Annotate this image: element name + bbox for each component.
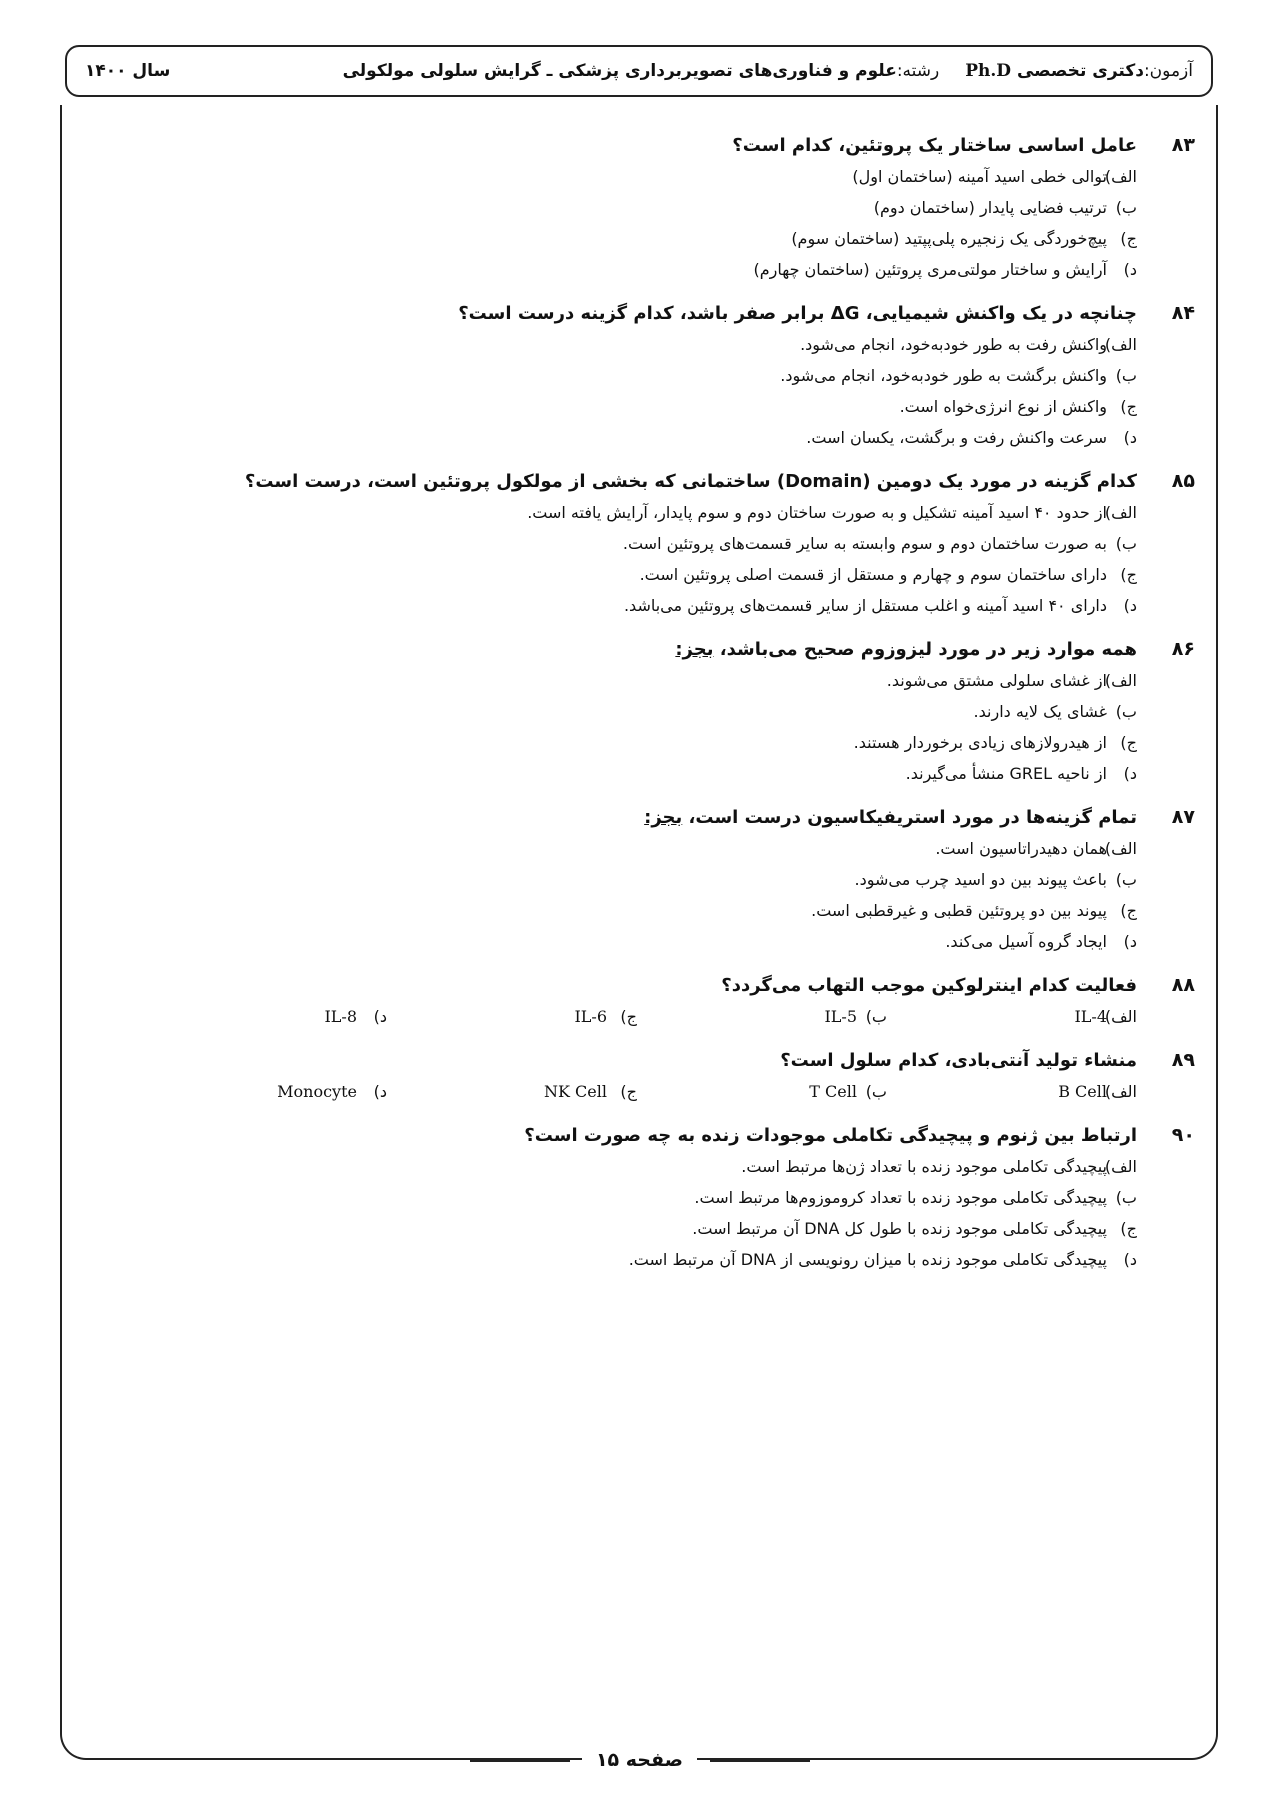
option-letter: ب) xyxy=(865,1007,887,1026)
answer-option xyxy=(80,391,1137,422)
option-letter: ب) xyxy=(1115,534,1137,553)
question xyxy=(80,130,1195,285)
option-letter: د) xyxy=(1123,764,1137,783)
option-list xyxy=(80,833,1195,957)
answer-option xyxy=(80,559,1137,590)
option-letter: ب) xyxy=(1115,870,1137,889)
question-text: کدام گزینه در مورد یک دومین (Domain) ساختمانی که بخشی از مولکول پروتئین است، درست است؟ xyxy=(244,471,1137,492)
answer-option xyxy=(387,1001,637,1032)
option-text: پیچ‌خوردگی یک زنجیره پلی‌پپتید (ساختمان سوم) xyxy=(791,229,1107,248)
option-letter: د) xyxy=(1123,1250,1137,1269)
question-stem xyxy=(80,1045,1195,1076)
answer-option xyxy=(137,1076,387,1107)
question-number: ۸۸ xyxy=(1171,974,1195,996)
option-letter: ج) xyxy=(1120,565,1137,584)
question-number: ۸۹ xyxy=(1171,1049,1195,1071)
option-letter: الف) xyxy=(1104,503,1137,522)
answer-option xyxy=(80,665,1137,696)
option-letter: الف) xyxy=(1104,1082,1137,1101)
answer-option xyxy=(80,528,1137,559)
question-stem xyxy=(80,130,1195,161)
answer-option xyxy=(80,758,1137,789)
option-text: از ناحیه GREL منشأ می‌گیرند. xyxy=(905,764,1107,783)
option-text: پیچیدگی تکاملی موجود زنده با طول کل DNA آن مرتبط است. xyxy=(692,1219,1107,1238)
answer-option xyxy=(80,497,1137,528)
option-list xyxy=(80,497,1195,621)
page-footer xyxy=(0,1745,1279,1775)
option-text: واکنش از نوع انرژی‌خواه است. xyxy=(899,397,1107,416)
option-letter: الف) xyxy=(1104,1007,1137,1026)
question-exception: بجز: xyxy=(644,807,683,828)
question-text: همه موارد زیر در مورد لیزوزوم صحیح می‌باشد، xyxy=(719,639,1137,660)
answer-option xyxy=(137,1001,387,1032)
option-text: دارای ساختمان سوم و چهارم و مستقل از قسمت اصلی پروتئین است. xyxy=(639,565,1107,584)
exam-header xyxy=(65,45,1213,97)
answer-option xyxy=(80,360,1137,391)
question-number: ۸۷ xyxy=(1171,806,1195,828)
field-label: رشته: xyxy=(896,61,940,81)
question xyxy=(80,1120,1195,1275)
option-letter: د) xyxy=(373,1082,387,1101)
option-text: T Cell xyxy=(809,1082,857,1101)
answer-option xyxy=(80,926,1137,957)
question-text: فعالیت کدام اینترلوکین موجب التهاب می‌گردد؟ xyxy=(721,975,1137,996)
exam-value-en: Ph.D xyxy=(965,61,1012,81)
question-number: ۸۶ xyxy=(1171,638,1195,660)
option-text: دارای ۴۰ اسید آمینه و اغلب مستقل از سایر قسمت‌های پروتئین می‌باشد. xyxy=(623,596,1107,615)
option-letter: ب) xyxy=(1115,198,1137,217)
option-letter: ج) xyxy=(1120,1219,1137,1238)
option-text: سرعت واکنش رفت و برگشت، یکسان است. xyxy=(806,428,1107,447)
answer-option xyxy=(80,1151,1137,1182)
question-text-wrap xyxy=(80,299,1137,329)
answer-option xyxy=(637,1001,887,1032)
answer-option xyxy=(80,161,1137,192)
option-text: به صورت ساختمان دوم و سوم وابسته به سایر قسمت‌های پروتئین است. xyxy=(622,534,1107,553)
question-number: ۸۳ xyxy=(1171,134,1195,156)
option-list xyxy=(80,665,1195,789)
answer-option xyxy=(80,1182,1137,1213)
option-list xyxy=(80,329,1195,453)
answer-option xyxy=(887,1001,1137,1032)
option-letter: الف) xyxy=(1104,1157,1137,1176)
question-list xyxy=(80,130,1195,1288)
option-letter: ب) xyxy=(1115,366,1137,385)
question-exception: بجز: xyxy=(675,639,714,660)
exam-value xyxy=(965,61,1144,81)
question-text: تمام گزینه‌ها در مورد استریفیکاسیون درست است، xyxy=(688,807,1137,828)
question xyxy=(80,970,1195,1032)
option-text: NK Cell xyxy=(544,1082,607,1101)
question-stem xyxy=(80,1120,1195,1151)
footer-line-left xyxy=(470,1760,570,1762)
inline-option-list xyxy=(80,1076,1195,1107)
answer-option xyxy=(80,223,1137,254)
option-text: IL-5 xyxy=(824,1007,857,1026)
answer-option xyxy=(80,833,1137,864)
question xyxy=(80,1045,1195,1107)
answer-option xyxy=(80,254,1137,285)
question-text: چنانچه در یک واکنش شیمیایی، ΔG برابر صفر باشد، کدام گزینه درست است؟ xyxy=(458,303,1137,324)
option-list xyxy=(80,1151,1195,1275)
exam-label: آزمون: xyxy=(1143,61,1193,81)
answer-option xyxy=(80,696,1137,727)
answer-option xyxy=(80,590,1137,621)
option-letter: ج) xyxy=(620,1082,637,1101)
option-letter: ج) xyxy=(620,1007,637,1026)
question-text-wrap xyxy=(80,1046,1137,1076)
option-letter: الف) xyxy=(1104,839,1137,858)
page-number: صفحه ۱۵ xyxy=(582,1749,697,1771)
question-text: منشاء تولید آنتی‌بادی، کدام سلول است؟ xyxy=(780,1050,1137,1071)
answer-option xyxy=(80,864,1137,895)
option-text: همان دهیدراتاسیون است. xyxy=(935,839,1107,858)
answer-option xyxy=(80,1213,1137,1244)
option-text: ترتیب فضایی پایدار (ساختمان دوم) xyxy=(873,198,1107,217)
exam-year: سال ۱۴۰۰ xyxy=(85,61,171,81)
answer-option xyxy=(80,329,1137,360)
option-letter: الف) xyxy=(1104,167,1137,186)
option-letter: ج) xyxy=(1120,733,1137,752)
question-stem xyxy=(80,298,1195,329)
answer-option xyxy=(80,422,1137,453)
question-number: ۸۴ xyxy=(1171,302,1195,324)
question xyxy=(80,634,1195,789)
option-text: باعث پیوند بین دو اسید چرب می‌شود. xyxy=(854,870,1107,889)
answer-option xyxy=(80,192,1137,223)
option-letter: ج) xyxy=(1120,901,1137,920)
option-text: پیوند بین دو پروتئین قطبی و غیرقطبی است. xyxy=(811,901,1107,920)
option-text: Monocyte xyxy=(277,1082,357,1101)
answer-option xyxy=(80,727,1137,758)
answer-option xyxy=(80,895,1137,926)
option-text: پیچیدگی تکاملی موجود زنده با میزان رونویسی از DNA آن مرتبط است. xyxy=(628,1250,1107,1269)
question-stem xyxy=(80,634,1195,665)
option-letter: د) xyxy=(1123,932,1137,951)
option-text: از هیدرولازهای زیادی برخوردار هستند. xyxy=(853,733,1107,752)
option-text: پیچیدگی تکاملی موجود زنده با تعداد کروموزوم‌ها مرتبط است. xyxy=(694,1188,1107,1207)
question-text-wrap xyxy=(80,131,1137,161)
option-list xyxy=(80,161,1195,285)
question-stem xyxy=(80,466,1195,497)
option-text: از حدود ۴۰ اسید آمینه تشکیل و به صورت ساختان دوم و سوم پایدار، آرایش یافته است. xyxy=(527,503,1107,522)
question-text-wrap xyxy=(80,635,1137,665)
option-text: ایجاد گروه آسیل می‌کند. xyxy=(945,932,1107,951)
option-letter: ب) xyxy=(865,1082,887,1101)
question-stem xyxy=(80,970,1195,1001)
option-letter: الف) xyxy=(1104,335,1137,354)
question-text-wrap xyxy=(80,803,1137,833)
option-text: پیچیدگی تکاملی موجود زنده با تعداد ژن‌ها مرتبط است. xyxy=(741,1157,1107,1176)
option-letter: ب) xyxy=(1115,1188,1137,1207)
question-stem xyxy=(80,802,1195,833)
question-text-wrap xyxy=(80,467,1137,497)
question-text-wrap xyxy=(80,971,1137,1001)
answer-option xyxy=(387,1076,637,1107)
answer-option xyxy=(887,1076,1137,1107)
option-letter: ج) xyxy=(1120,397,1137,416)
option-text: IL-6 xyxy=(574,1007,607,1026)
question-text-wrap xyxy=(80,1121,1137,1151)
exam-value-fa: دکتری تخصصی xyxy=(1016,61,1144,81)
answer-option xyxy=(80,1244,1137,1275)
option-text: B Cell xyxy=(1058,1082,1107,1101)
field-value: علوم و فناوری‌های تصویربرداری پزشکی ـ گرایش سلولی مولکولی xyxy=(342,61,897,81)
option-letter: د) xyxy=(1123,428,1137,447)
option-text: IL-8 xyxy=(324,1007,357,1026)
question-text: ارتباط بین ژنوم و پیچیدگی تکاملی موجودات زنده به چه صورت است؟ xyxy=(524,1125,1137,1146)
option-text: آرایش و ساختار مولتی‌مری پروتئین (ساختمان چهارم) xyxy=(753,260,1107,279)
option-letter: د) xyxy=(1123,260,1137,279)
option-text: از غشای سلولی مشتق می‌شوند. xyxy=(886,671,1107,690)
question-text: عامل اساسی ساختار یک پروتئین، کدام است؟ xyxy=(732,135,1137,156)
option-letter: ج) xyxy=(1120,229,1137,248)
option-text: واکنش برگشت به طور خودبه‌خود، انجام می‌شود. xyxy=(780,366,1107,385)
option-letter: د) xyxy=(1123,596,1137,615)
option-text: غشای یک لایه دارند. xyxy=(973,702,1107,721)
answer-option xyxy=(637,1076,887,1107)
option-text: توالی خطی اسید آمینه (ساختمان اول) xyxy=(852,167,1107,186)
question-number: ۹۰ xyxy=(1171,1124,1195,1146)
question xyxy=(80,466,1195,621)
option-letter: الف) xyxy=(1104,671,1137,690)
question xyxy=(80,802,1195,957)
option-text: IL-4 xyxy=(1074,1007,1107,1026)
option-letter: د) xyxy=(373,1007,387,1026)
question xyxy=(80,298,1195,453)
inline-option-list xyxy=(80,1001,1195,1032)
option-letter: ب) xyxy=(1115,702,1137,721)
question-number: ۸۵ xyxy=(1171,470,1195,492)
footer-line-right xyxy=(710,1760,810,1762)
option-text: واکنش رفت به طور خودبه‌خود، انجام می‌شود. xyxy=(800,335,1107,354)
